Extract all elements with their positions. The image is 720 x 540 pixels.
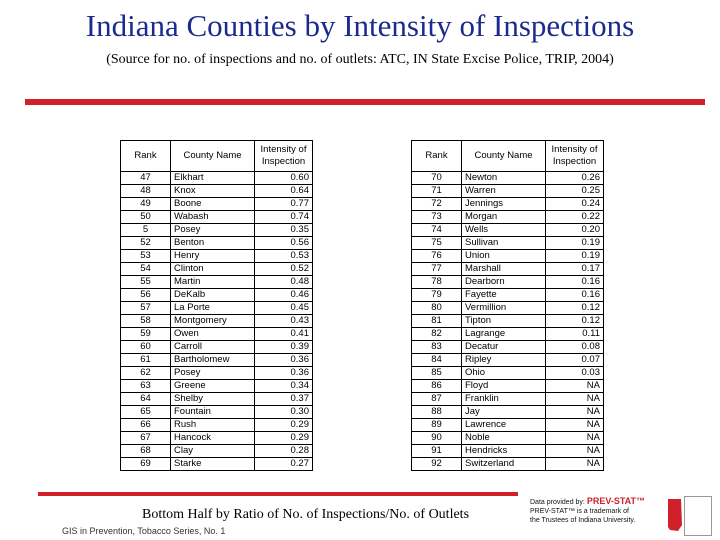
intensity-cell: 0.36 bbox=[255, 354, 313, 367]
table-row bbox=[121, 263, 313, 276]
table-row bbox=[412, 419, 604, 432]
intensity-cell: 0.20 bbox=[546, 224, 604, 237]
header-rank: Rank bbox=[412, 141, 462, 172]
county-name-cell: Wells bbox=[462, 224, 546, 237]
table-row bbox=[412, 406, 604, 419]
table-row bbox=[121, 289, 313, 302]
table-row bbox=[412, 328, 604, 341]
table-row bbox=[412, 276, 604, 289]
page-title: Indiana Counties by Intensity of Inspections bbox=[85, 8, 635, 43]
county-name-cell: Bartholomew bbox=[171, 354, 255, 367]
intensity-cell: 0.37 bbox=[255, 393, 313, 406]
county-name-cell: DeKalb bbox=[171, 289, 255, 302]
county-name-cell: Franklin bbox=[462, 393, 546, 406]
rank-cell: 54 bbox=[121, 263, 171, 276]
intensity-cell: NA bbox=[546, 380, 604, 393]
rank-cell: 80 bbox=[412, 302, 462, 315]
county-name-cell: Shelby bbox=[171, 393, 255, 406]
intensity-cell: 0.29 bbox=[255, 432, 313, 445]
credit-prefix: Data provided by: bbox=[530, 499, 585, 506]
rank-cell: 75 bbox=[412, 237, 462, 250]
rank-cell: 88 bbox=[412, 406, 462, 419]
intensity-cell: 0.64 bbox=[255, 185, 313, 198]
rank-cell: 76 bbox=[412, 250, 462, 263]
intensity-cell: 0.34 bbox=[255, 380, 313, 393]
table-row bbox=[412, 263, 604, 276]
table-row bbox=[121, 237, 313, 250]
rank-cell: 5 bbox=[121, 224, 171, 237]
credit-line-3: the Trustees of Indiana University. bbox=[530, 517, 636, 524]
county-name-cell: Clay bbox=[171, 445, 255, 458]
rank-cell: 67 bbox=[121, 432, 171, 445]
rank-cell: 89 bbox=[412, 419, 462, 432]
county-name-cell: Marshall bbox=[462, 263, 546, 276]
intensity-cell: 0.52 bbox=[255, 263, 313, 276]
rank-cell: 59 bbox=[121, 328, 171, 341]
table-row bbox=[412, 250, 604, 263]
credit-line-2: PREV-STAT™ is a trademark of bbox=[530, 508, 629, 515]
rank-cell: 86 bbox=[412, 380, 462, 393]
intensity-cell: 0.19 bbox=[546, 250, 604, 263]
county-name-cell: Decatur bbox=[462, 341, 546, 354]
table-row bbox=[121, 354, 313, 367]
rank-cell: 53 bbox=[121, 250, 171, 263]
county-name-cell: Vermillion bbox=[462, 302, 546, 315]
table-row bbox=[412, 224, 604, 237]
intensity-cell: NA bbox=[546, 393, 604, 406]
table-row bbox=[412, 341, 604, 354]
county-name-cell: La Porte bbox=[171, 302, 255, 315]
county-name-cell: Hancock bbox=[171, 432, 255, 445]
county-name-cell: Rush bbox=[171, 419, 255, 432]
table-row bbox=[121, 302, 313, 315]
county-name-cell: Ohio bbox=[462, 367, 546, 380]
intensity-cell: 0.07 bbox=[546, 354, 604, 367]
page-subtitle: (Source for no. of inspections and no. of outlets: ATC, IN State Excise Police, TRIP, 2004) bbox=[106, 52, 614, 67]
rank-cell: 62 bbox=[121, 367, 171, 380]
intensity-cell: 0.16 bbox=[546, 289, 604, 302]
table-row bbox=[121, 367, 313, 380]
rank-cell: 64 bbox=[121, 393, 171, 406]
county-name-cell: Dearborn bbox=[462, 276, 546, 289]
county-name-cell: Posey bbox=[171, 367, 255, 380]
rank-cell: 50 bbox=[121, 211, 171, 224]
rank-cell: 71 bbox=[412, 185, 462, 198]
rank-cell: 81 bbox=[412, 315, 462, 328]
table-row bbox=[412, 315, 604, 328]
table-row bbox=[412, 354, 604, 367]
data-credit bbox=[530, 497, 680, 525]
county-name-cell: Clinton bbox=[171, 263, 255, 276]
table-row bbox=[412, 380, 604, 393]
intensity-cell: NA bbox=[546, 445, 604, 458]
intensity-cell: 0.77 bbox=[255, 198, 313, 211]
rank-cell: 70 bbox=[412, 172, 462, 185]
top-divider bbox=[25, 99, 705, 105]
county-name-cell: Carroll bbox=[171, 341, 255, 354]
table-row bbox=[121, 211, 313, 224]
intensity-cell: 0.08 bbox=[546, 341, 604, 354]
county-name-cell: Union bbox=[462, 250, 546, 263]
table-row bbox=[412, 198, 604, 211]
county-name-cell: Switzerland bbox=[462, 458, 546, 471]
county-name-cell: Benton bbox=[171, 237, 255, 250]
county-name-cell: Henry bbox=[171, 250, 255, 263]
table-row bbox=[121, 250, 313, 263]
county-name-cell: Lagrange bbox=[462, 328, 546, 341]
rank-cell: 79 bbox=[412, 289, 462, 302]
intensity-cell: 0.60 bbox=[255, 172, 313, 185]
intensity-cell: 0.16 bbox=[546, 276, 604, 289]
county-table-left bbox=[120, 140, 313, 471]
table-row bbox=[412, 393, 604, 406]
intensity-cell: NA bbox=[546, 432, 604, 445]
table-row bbox=[412, 432, 604, 445]
table-row bbox=[412, 185, 604, 198]
table-row bbox=[412, 289, 604, 302]
intensity-cell: 0.30 bbox=[255, 406, 313, 419]
table-row bbox=[412, 211, 604, 224]
rank-cell: 77 bbox=[412, 263, 462, 276]
rank-cell: 68 bbox=[121, 445, 171, 458]
intensity-cell: 0.53 bbox=[255, 250, 313, 263]
county-name-cell: Morgan bbox=[462, 211, 546, 224]
county-name-cell: Jay bbox=[462, 406, 546, 419]
intensity-cell: 0.36 bbox=[255, 367, 313, 380]
bottom-divider bbox=[38, 492, 518, 496]
table-row bbox=[121, 198, 313, 211]
county-name-cell: Knox bbox=[171, 185, 255, 198]
table-row bbox=[412, 302, 604, 315]
rank-cell: 90 bbox=[412, 432, 462, 445]
county-name-cell: Posey bbox=[171, 224, 255, 237]
county-name-cell: Boone bbox=[171, 198, 255, 211]
rank-cell: 58 bbox=[121, 315, 171, 328]
county-name-cell: Hendricks bbox=[462, 445, 546, 458]
county-name-cell: Wabash bbox=[171, 211, 255, 224]
intensity-cell: 0.22 bbox=[546, 211, 604, 224]
rank-cell: 55 bbox=[121, 276, 171, 289]
table-row bbox=[412, 367, 604, 380]
header-county-name: County Name bbox=[171, 141, 255, 172]
table-row bbox=[121, 315, 313, 328]
county-name-cell: Noble bbox=[462, 432, 546, 445]
intensity-cell: 0.25 bbox=[546, 185, 604, 198]
table-row bbox=[121, 341, 313, 354]
intensity-cell: 0.27 bbox=[255, 458, 313, 471]
county-name-cell: Martin bbox=[171, 276, 255, 289]
table-row bbox=[412, 458, 604, 471]
intensity-cell: 0.39 bbox=[255, 341, 313, 354]
county-name-cell: Greene bbox=[171, 380, 255, 393]
county-name-cell: Newton bbox=[462, 172, 546, 185]
rank-cell: 56 bbox=[121, 289, 171, 302]
intensity-cell: 0.41 bbox=[255, 328, 313, 341]
rank-cell: 84 bbox=[412, 354, 462, 367]
rank-cell: 72 bbox=[412, 198, 462, 211]
table-row bbox=[121, 393, 313, 406]
rank-cell: 63 bbox=[121, 380, 171, 393]
table-row bbox=[121, 276, 313, 289]
header-intensity: Intensity of Inspection bbox=[255, 141, 313, 172]
rank-cell: 61 bbox=[121, 354, 171, 367]
intensity-cell: 0.28 bbox=[255, 445, 313, 458]
intensity-cell: 0.19 bbox=[546, 237, 604, 250]
table-row bbox=[121, 380, 313, 393]
county-name-cell: Sullivan bbox=[462, 237, 546, 250]
rank-cell: 48 bbox=[121, 185, 171, 198]
intensity-cell: 0.43 bbox=[255, 315, 313, 328]
rank-cell: 57 bbox=[121, 302, 171, 315]
county-table-right bbox=[411, 140, 604, 471]
intensity-cell: NA bbox=[546, 406, 604, 419]
table-row bbox=[121, 445, 313, 458]
county-name-cell: Montgomery bbox=[171, 315, 255, 328]
intensity-cell: 0.12 bbox=[546, 302, 604, 315]
table-row bbox=[412, 172, 604, 185]
rank-cell: 83 bbox=[412, 341, 462, 354]
table-row bbox=[121, 406, 313, 419]
intensity-cell: 0.24 bbox=[546, 198, 604, 211]
table-row bbox=[121, 458, 313, 471]
county-name-cell: Fayette bbox=[462, 289, 546, 302]
header-rank: Rank bbox=[121, 141, 171, 172]
table-row bbox=[412, 445, 604, 458]
intensity-cell: 0.45 bbox=[255, 302, 313, 315]
rank-cell: 52 bbox=[121, 237, 171, 250]
county-name-cell: Floyd bbox=[462, 380, 546, 393]
table-row bbox=[121, 185, 313, 198]
county-name-cell: Owen bbox=[171, 328, 255, 341]
prevention-center-logo bbox=[684, 496, 712, 536]
intensity-cell: 0.03 bbox=[546, 367, 604, 380]
header-intensity: Intensity of Inspection bbox=[546, 141, 604, 172]
intensity-cell: 0.26 bbox=[546, 172, 604, 185]
indiana-map-icon bbox=[666, 497, 684, 533]
rank-cell: 87 bbox=[412, 393, 462, 406]
intensity-cell: 0.74 bbox=[255, 211, 313, 224]
intensity-cell: NA bbox=[546, 419, 604, 432]
rank-cell: 66 bbox=[121, 419, 171, 432]
table-row bbox=[121, 224, 313, 237]
intensity-cell: 0.12 bbox=[546, 315, 604, 328]
intensity-cell: 0.56 bbox=[255, 237, 313, 250]
intensity-cell: 0.11 bbox=[546, 328, 604, 341]
rank-cell: 92 bbox=[412, 458, 462, 471]
intensity-cell: 0.48 bbox=[255, 276, 313, 289]
table-row bbox=[412, 237, 604, 250]
county-name-cell: Warren bbox=[462, 185, 546, 198]
rank-cell: 49 bbox=[121, 198, 171, 211]
table-row bbox=[121, 328, 313, 341]
table-caption: Bottom Half by Ratio of No. of Inspections/No. of Outlets bbox=[142, 507, 470, 522]
intensity-cell: 0.35 bbox=[255, 224, 313, 237]
table-row bbox=[121, 432, 313, 445]
credit-brand: PREV-STAT™ bbox=[586, 496, 645, 506]
series-footer: GIS in Prevention, Tobacco Series, No. 1 bbox=[62, 526, 226, 536]
rank-cell: 74 bbox=[412, 224, 462, 237]
county-name-cell: Lawrence bbox=[462, 419, 546, 432]
intensity-cell: 0.46 bbox=[255, 289, 313, 302]
header-county-name: County Name bbox=[462, 141, 546, 172]
rank-cell: 91 bbox=[412, 445, 462, 458]
rank-cell: 47 bbox=[121, 172, 171, 185]
rank-cell: 82 bbox=[412, 328, 462, 341]
county-name-cell: Elkhart bbox=[171, 172, 255, 185]
rank-cell: 69 bbox=[121, 458, 171, 471]
rank-cell: 73 bbox=[412, 211, 462, 224]
rank-cell: 78 bbox=[412, 276, 462, 289]
county-name-cell: Jennings bbox=[462, 198, 546, 211]
county-name-cell: Fountain bbox=[171, 406, 255, 419]
county-name-cell: Starke bbox=[171, 458, 255, 471]
table-row bbox=[121, 419, 313, 432]
rank-cell: 60 bbox=[121, 341, 171, 354]
rank-cell: 85 bbox=[412, 367, 462, 380]
rank-cell: 65 bbox=[121, 406, 171, 419]
county-name-cell: Ripley bbox=[462, 354, 546, 367]
intensity-cell: 0.29 bbox=[255, 419, 313, 432]
county-name-cell: Tipton bbox=[462, 315, 546, 328]
table-row bbox=[121, 172, 313, 185]
intensity-cell: 0.17 bbox=[546, 263, 604, 276]
intensity-cell: NA bbox=[546, 458, 604, 471]
